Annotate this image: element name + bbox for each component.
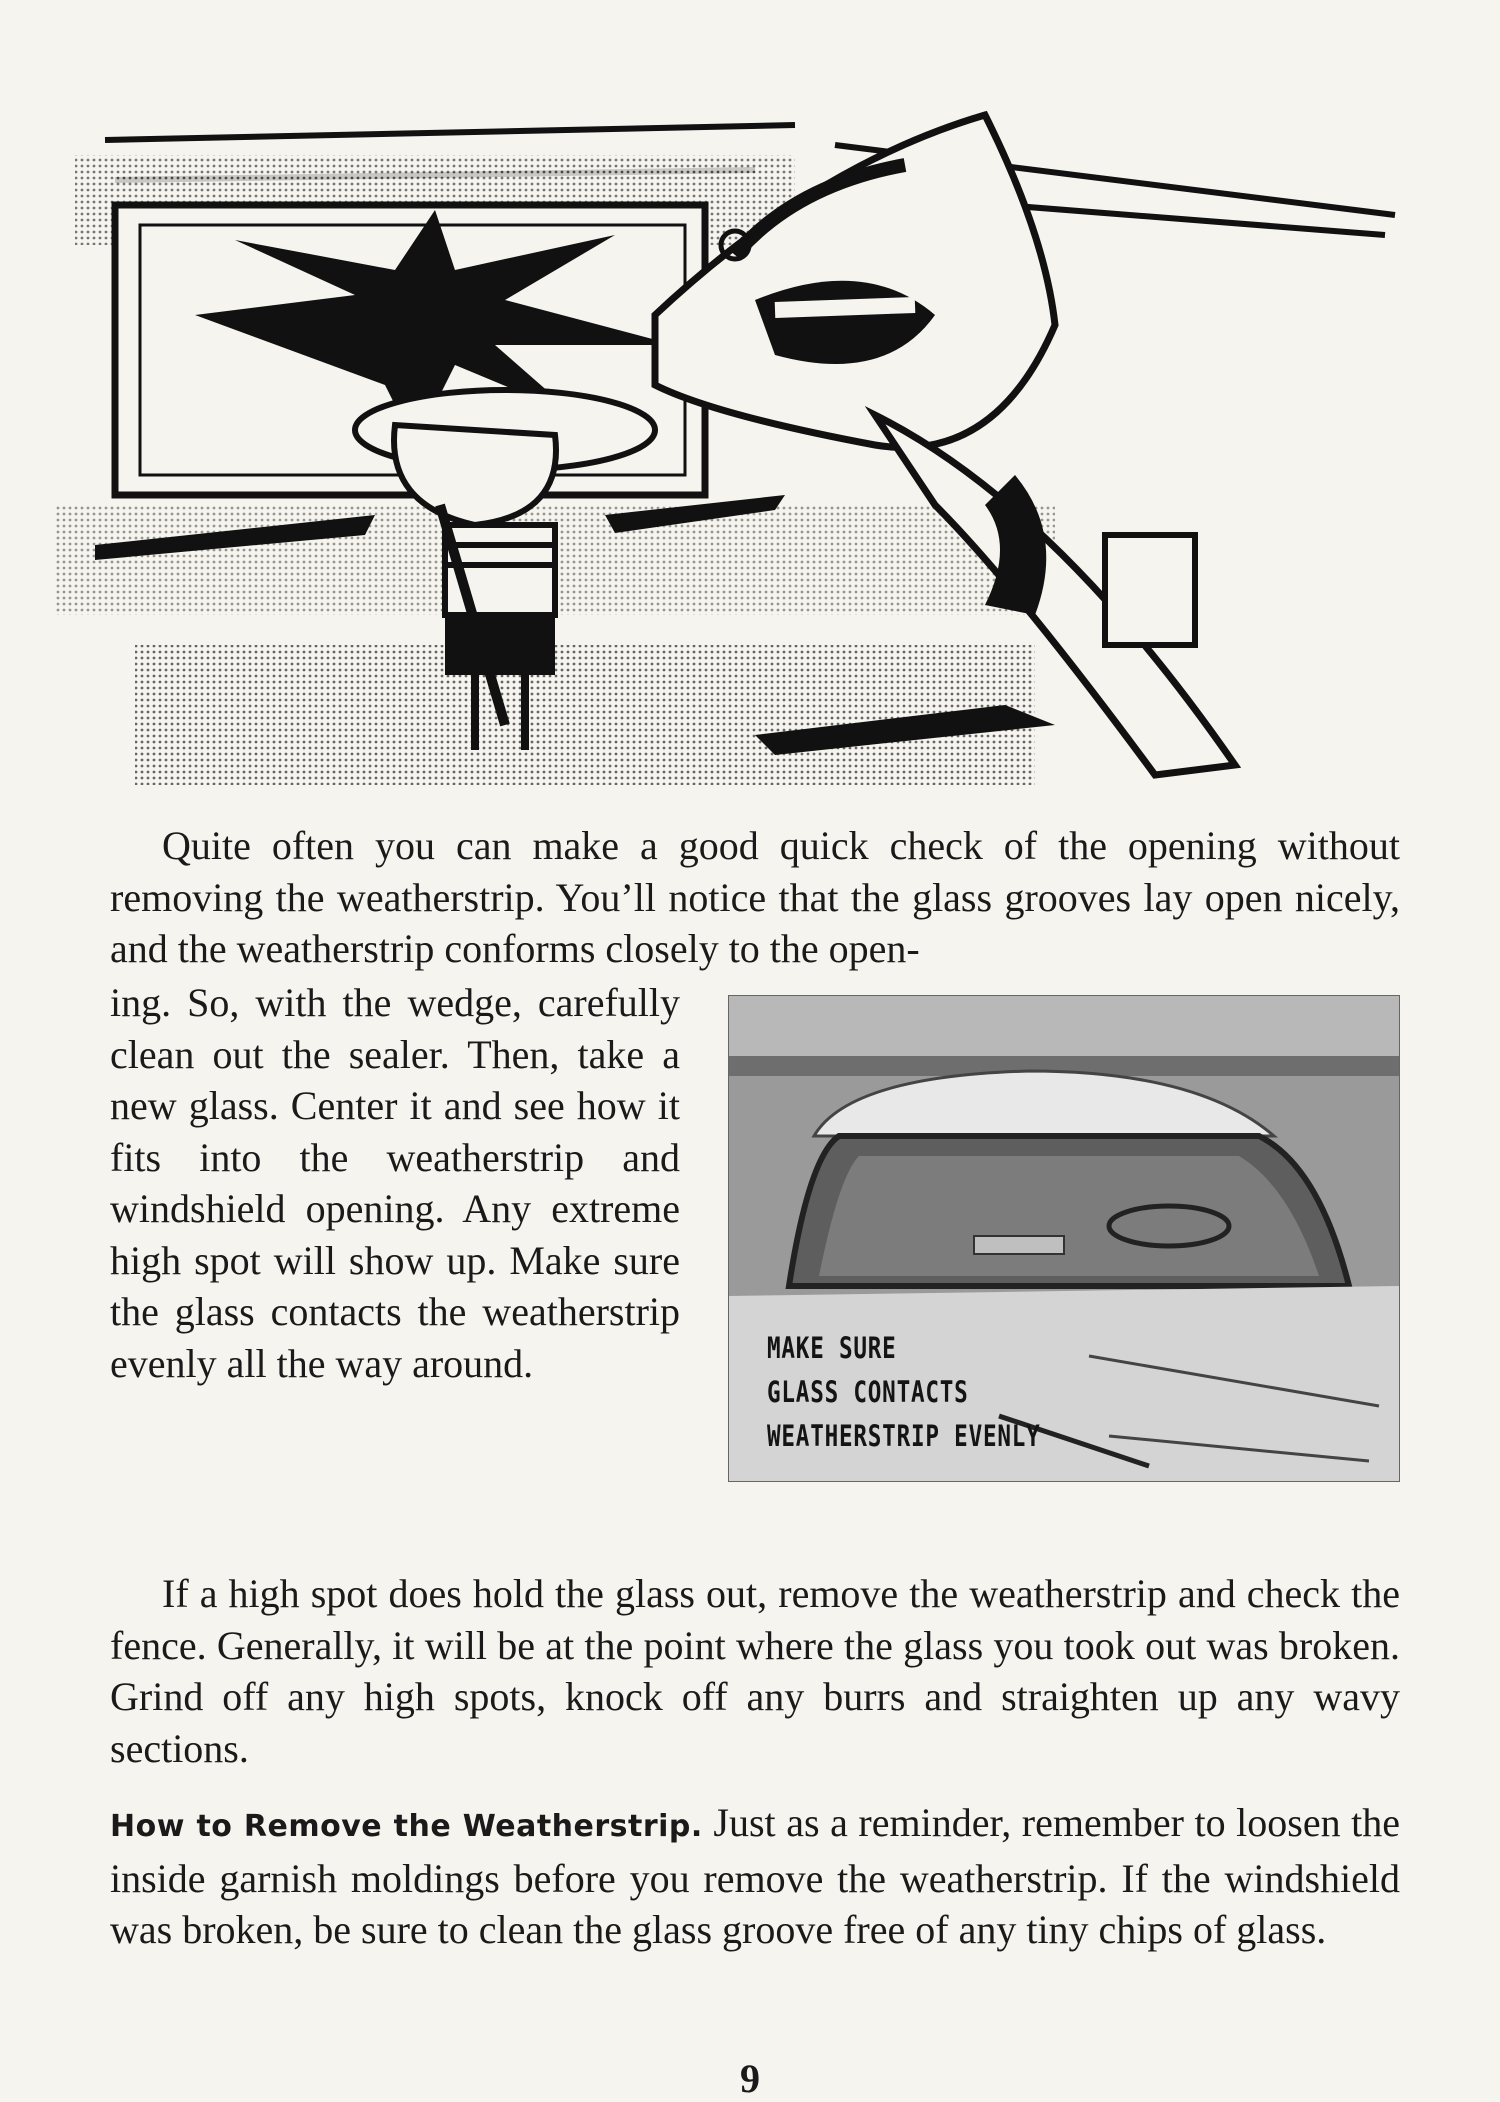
paragraph-high-spot: If a high spot does hold the glass out, remove the weatherstrip and check the fence. Generally, it will be at the point where the glass you took out was broken. Grind off any high spots, knock off any burrs and straighten up any wavy sections. <box>110 1571 1400 1771</box>
paragraph-intro-continued: ing. So, with the wedge, carefully clean out the sealer. Then, take a new glass. Center it and see how it fits into the weatherstrip and windshield opening. Any extreme high spot will show up. Make sure the glass contacts the weatherstrip evenly all the way around. <box>110 980 680 1386</box>
caption-line: GLASS CONTACTS <box>767 1375 969 1409</box>
photo-caption <box>767 1326 1041 1458</box>
paragraph-intro: Quite often you can make a good quick check of the opening without removing the weatherstrip. You’ll notice that the glass grooves lay open nicely, and the weatherstrip conforms closely to the open- <box>110 823 1400 971</box>
section-heading: How to Remove the Weatherstrip. <box>110 1809 703 1844</box>
caption-line: WEATHERSTRIP EVENLY <box>767 1419 1041 1453</box>
page-number: 9 <box>740 2056 760 2101</box>
paragraph-body: Just as a reminder, remember to loosen the inside garnish moldings before you remove the weatherstrip. If the windshield was broken, be sure to clean the glass groove free of any tiny chips of glass. <box>110 1800 1401 1952</box>
caption-line: MAKE SURE <box>767 1331 897 1365</box>
cartoon-illustration <box>55 85 1415 795</box>
paragraph-remove-weatherstrip <box>110 1797 1400 1956</box>
windshield-photo <box>728 995 1400 1482</box>
